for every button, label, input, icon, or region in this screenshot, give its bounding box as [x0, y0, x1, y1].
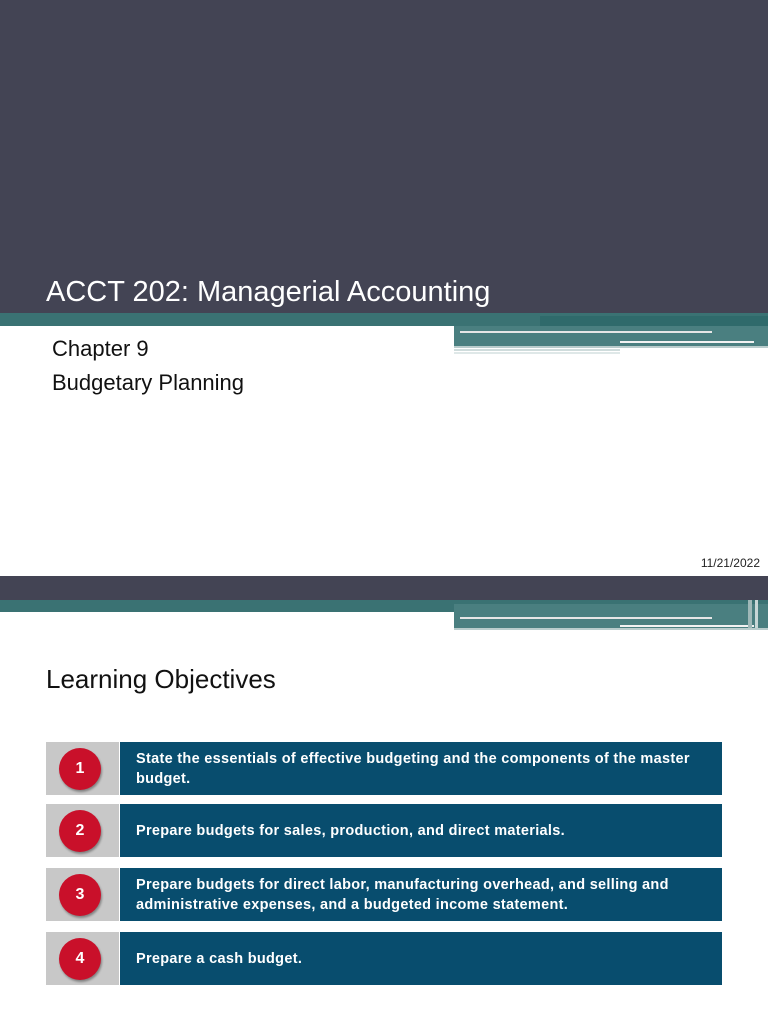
slide-heading: Learning Objectives [46, 664, 276, 694]
objective-text: Prepare a cash budget. [120, 932, 722, 985]
objective-number-badge: 4 [59, 938, 101, 980]
chapter-label: Chapter 9 [52, 336, 149, 361]
title-header-band [0, 0, 768, 316]
objective-item [46, 868, 722, 921]
objective-number-badge: 1 [59, 748, 101, 790]
objective-number-cell [46, 932, 119, 985]
chapter-topic: Budgetary Planning [52, 370, 245, 395]
slide-date: 11/21/2022 [700, 556, 760, 570]
objective-number-badge: 2 [59, 810, 101, 852]
objective-text: Prepare budgets for direct labor, manufacturing overhead, and selling and administrative expenses, and a budgeted income statement. [120, 868, 722, 921]
objective-text: State the essentials of effective budgeting and the components of the master budget. [120, 742, 722, 795]
objective-number-badge: 3 [59, 874, 101, 916]
objectives-header-band [0, 576, 768, 601]
objective-item [46, 742, 722, 795]
objective-item [46, 932, 722, 985]
objective-number-cell [46, 742, 119, 795]
objectives-slide [0, 576, 768, 1024]
objective-number-cell [46, 804, 119, 857]
objective-number-cell [46, 868, 119, 921]
objective-text: Prepare budgets for sales, production, and direct materials. [120, 804, 722, 857]
objective-item [46, 804, 722, 857]
slide-title: ACCT 202: Managerial Accounting [46, 276, 491, 308]
